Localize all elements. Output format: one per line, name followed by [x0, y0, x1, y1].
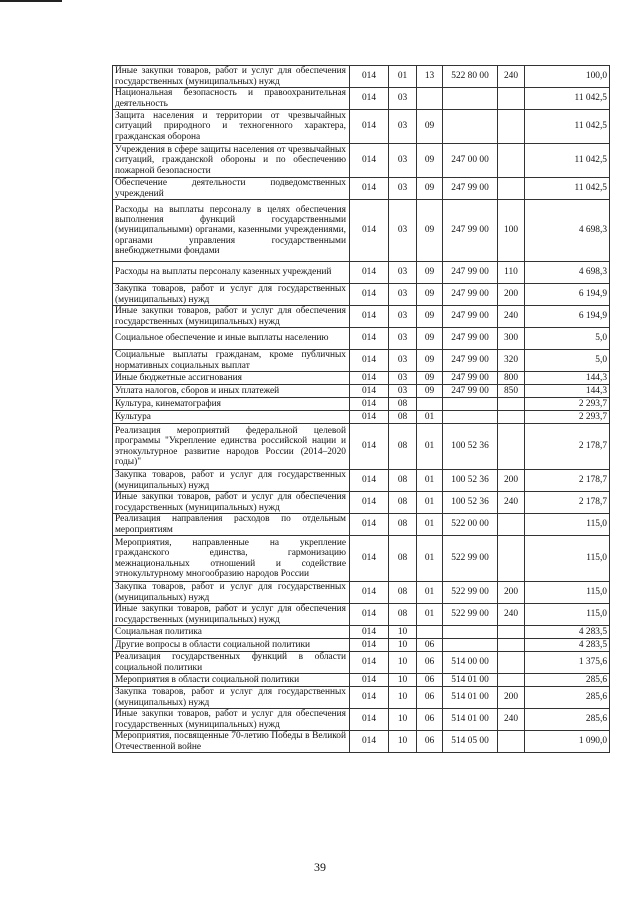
table-row — [113, 424, 610, 470]
cell-target: 522 00 00 — [443, 514, 498, 536]
cell-ministry: 014 — [350, 652, 389, 674]
cell-name: Реализация направления расходов по отдельным мероприятиям — [113, 514, 350, 536]
table-row — [113, 604, 610, 626]
cell-target: 522 80 00 — [443, 66, 498, 88]
cell-name: Иные закупки товаров, работ и услуг для обеспечения государственных (муниципальных) нужд — [113, 709, 350, 731]
cell-expense — [498, 626, 525, 639]
cell-section: 08 — [389, 398, 417, 411]
cell-subsection: 09 — [417, 385, 443, 398]
table-row — [113, 262, 610, 284]
table-row — [113, 639, 610, 652]
cell-expense: 200 — [498, 470, 525, 492]
table-row — [113, 626, 610, 639]
cell-amount: 11 042,5 — [525, 110, 610, 144]
cell-subsection: 01 — [417, 424, 443, 470]
cell-expense — [498, 536, 525, 582]
cell-subsection: 01 — [417, 470, 443, 492]
cell-target: 522 99 00 — [443, 536, 498, 582]
cell-amount: 115,0 — [525, 514, 610, 536]
cell-expense: 850 — [498, 385, 525, 398]
cell-ministry: 014 — [350, 582, 389, 604]
cell-name: Реализация государственных функций в области социальной политики — [113, 652, 350, 674]
cell-subsection: 06 — [417, 709, 443, 731]
cell-expense — [498, 144, 525, 178]
cell-ministry: 014 — [350, 385, 389, 398]
cell-subsection — [417, 626, 443, 639]
cell-subsection: 09 — [417, 200, 443, 262]
cell-amount: 4 698,3 — [525, 200, 610, 262]
cell-ministry: 014 — [350, 626, 389, 639]
cell-target: 247 99 00 — [443, 284, 498, 306]
cell-subsection: 13 — [417, 66, 443, 88]
page-number: 39 — [314, 860, 326, 874]
table-row — [113, 144, 610, 178]
cell-target — [443, 411, 498, 424]
cell-subsection: 01 — [417, 411, 443, 424]
cell-ministry: 014 — [350, 200, 389, 262]
cell-expense — [498, 514, 525, 536]
cell-subsection: 06 — [417, 731, 443, 753]
cell-ministry: 014 — [350, 424, 389, 470]
cell-section: 03 — [389, 144, 417, 178]
cell-expense: 300 — [498, 328, 525, 350]
cell-name: Расходы на выплаты персоналу казенных учреждений — [113, 262, 350, 284]
cell-target: 514 01 00 — [443, 687, 498, 709]
cell-section: 10 — [389, 674, 417, 687]
cell-amount: 115,0 — [525, 536, 610, 582]
cell-name: Мероприятия, посвященные 70-летию Победы в Великой Отечественной войне — [113, 731, 350, 753]
cell-target: 514 05 00 — [443, 731, 498, 753]
table-row — [113, 674, 610, 687]
cell-target: 522 99 00 — [443, 582, 498, 604]
cell-amount: 285,6 — [525, 709, 610, 731]
cell-target: 100 52 36 — [443, 424, 498, 470]
cell-target: 247 99 00 — [443, 262, 498, 284]
cell-expense: 800 — [498, 372, 525, 385]
table-row — [113, 582, 610, 604]
cell-ministry: 014 — [350, 262, 389, 284]
cell-name: Мероприятия в области социальной политики — [113, 674, 350, 687]
cell-amount: 11 042,5 — [525, 178, 610, 200]
table-body — [113, 66, 610, 753]
table-row — [113, 709, 610, 731]
cell-target: 247 99 00 — [443, 200, 498, 262]
cell-expense — [498, 178, 525, 200]
cell-subsection: 09 — [417, 144, 443, 178]
cell-subsection: 01 — [417, 582, 443, 604]
cell-section: 03 — [389, 200, 417, 262]
table-row — [113, 350, 610, 372]
cell-subsection: 01 — [417, 536, 443, 582]
cell-name: Иные бюджетные ассигнования — [113, 372, 350, 385]
cell-name: Расходы на выплаты персоналу в целях обеспечения выполнения функций государственными (муниципальными) органами, казенными учреждениями, органами управления государственными внебюджетными фондами — [113, 200, 350, 262]
cell-name: Культура, кинематография — [113, 398, 350, 411]
cell-amount: 144,3 — [525, 372, 610, 385]
cell-name: Культура — [113, 411, 350, 424]
top-rule — [0, 0, 62, 2]
table-row — [113, 284, 610, 306]
cell-section: 10 — [389, 687, 417, 709]
cell-expense — [498, 398, 525, 411]
table-row — [113, 178, 610, 200]
cell-ministry: 014 — [350, 639, 389, 652]
cell-section: 08 — [389, 424, 417, 470]
cell-name: Иные закупки товаров, работ и услуг для обеспечения государственных (муниципальных) нужд — [113, 604, 350, 626]
cell-amount: 285,6 — [525, 687, 610, 709]
cell-target: 247 00 00 — [443, 144, 498, 178]
cell-name: Социальная политика — [113, 626, 350, 639]
cell-subsection: 09 — [417, 350, 443, 372]
cell-expense — [498, 110, 525, 144]
cell-section: 03 — [389, 328, 417, 350]
table-row — [113, 731, 610, 753]
table-row — [113, 200, 610, 262]
cell-expense — [498, 424, 525, 470]
cell-ministry: 014 — [350, 674, 389, 687]
cell-ministry: 014 — [350, 350, 389, 372]
cell-expense: 200 — [498, 582, 525, 604]
cell-section: 03 — [389, 110, 417, 144]
cell-section: 03 — [389, 372, 417, 385]
cell-name: Иные закупки товаров, работ и услуг для обеспечения государственных (муниципальных) нужд — [113, 306, 350, 328]
cell-amount: 4 283,5 — [525, 626, 610, 639]
cell-expense: 240 — [498, 604, 525, 626]
cell-name: Уплата налогов, сборов и иных платежей — [113, 385, 350, 398]
cell-ministry: 014 — [350, 284, 389, 306]
cell-section: 10 — [389, 731, 417, 753]
cell-section: 03 — [389, 262, 417, 284]
budget-table — [112, 65, 610, 753]
cell-amount: 6 194,9 — [525, 306, 610, 328]
cell-expense: 320 — [498, 350, 525, 372]
cell-section: 03 — [389, 385, 417, 398]
cell-target: 247 99 00 — [443, 385, 498, 398]
cell-amount: 2 293,7 — [525, 398, 610, 411]
cell-expense — [498, 88, 525, 110]
cell-subsection: 09 — [417, 262, 443, 284]
table-row — [113, 492, 610, 514]
cell-name: Закупка товаров, работ и услуг для государственных (муниципальных) нужд — [113, 687, 350, 709]
cell-section: 03 — [389, 88, 417, 110]
cell-ministry: 014 — [350, 687, 389, 709]
table-row — [113, 88, 610, 110]
cell-subsection: 09 — [417, 178, 443, 200]
table-row — [113, 536, 610, 582]
cell-target: 247 99 00 — [443, 350, 498, 372]
table-row — [113, 328, 610, 350]
cell-target — [443, 639, 498, 652]
cell-amount: 11 042,5 — [525, 88, 610, 110]
cell-expense: 240 — [498, 492, 525, 514]
cell-section: 03 — [389, 350, 417, 372]
cell-target: 514 01 00 — [443, 709, 498, 731]
cell-name: Обеспечение деятельности подведомственных учреждений — [113, 178, 350, 200]
cell-ministry: 014 — [350, 178, 389, 200]
cell-subsection: 09 — [417, 110, 443, 144]
cell-section: 08 — [389, 411, 417, 424]
cell-target: 100 52 36 — [443, 492, 498, 514]
cell-subsection: 09 — [417, 284, 443, 306]
table-row — [113, 652, 610, 674]
cell-expense — [498, 652, 525, 674]
cell-ministry: 014 — [350, 411, 389, 424]
cell-section: 03 — [389, 306, 417, 328]
table-row — [113, 385, 610, 398]
cell-name: Учреждения в сфере защиты населения от чрезвычайных ситуаций, гражданской обороны и по обеспечению пожарной безопасности — [113, 144, 350, 178]
cell-subsection: 06 — [417, 652, 443, 674]
cell-name: Закупка товаров, работ и услуг для государственных (муниципальных) нужд — [113, 582, 350, 604]
cell-subsection: 09 — [417, 306, 443, 328]
cell-target: 522 99 00 — [443, 604, 498, 626]
cell-target: 100 52 36 — [443, 470, 498, 492]
table-row — [113, 110, 610, 144]
cell-expense — [498, 731, 525, 753]
table-row — [113, 372, 610, 385]
cell-subsection: 01 — [417, 514, 443, 536]
cell-amount: 11 042,5 — [525, 144, 610, 178]
cell-amount: 4 283,5 — [525, 639, 610, 652]
cell-section: 10 — [389, 626, 417, 639]
table-row — [113, 514, 610, 536]
cell-name: Социальное обеспечение и иные выплаты населению — [113, 328, 350, 350]
cell-expense — [498, 639, 525, 652]
cell-subsection: 09 — [417, 372, 443, 385]
cell-ministry: 014 — [350, 144, 389, 178]
table-row — [113, 398, 610, 411]
cell-expense: 200 — [498, 284, 525, 306]
cell-amount: 4 698,3 — [525, 262, 610, 284]
cell-name: Социальные выплаты гражданам, кроме публичных нормативных социальных выплат — [113, 350, 350, 372]
cell-amount: 1 090,0 — [525, 731, 610, 753]
cell-section: 08 — [389, 536, 417, 582]
cell-expense — [498, 411, 525, 424]
cell-target: 514 00 00 — [443, 652, 498, 674]
cell-section: 01 — [389, 66, 417, 88]
cell-ministry: 014 — [350, 88, 389, 110]
cell-amount: 115,0 — [525, 604, 610, 626]
cell-ministry: 014 — [350, 492, 389, 514]
cell-amount: 115,0 — [525, 582, 610, 604]
cell-expense — [498, 674, 525, 687]
cell-amount: 5,0 — [525, 350, 610, 372]
cell-amount: 1 375,6 — [525, 652, 610, 674]
cell-target: 247 99 00 — [443, 372, 498, 385]
cell-name: Мероприятия, направленные на укрепление гражданского единства, гармонизацию межнациональных отношений и содействие этнокультурному многообразию народов России — [113, 536, 350, 582]
cell-amount: 100,0 — [525, 66, 610, 88]
cell-amount: 2 178,7 — [525, 470, 610, 492]
cell-amount: 144,3 — [525, 385, 610, 398]
cell-section: 08 — [389, 492, 417, 514]
cell-target: 247 99 00 — [443, 178, 498, 200]
cell-ministry: 014 — [350, 306, 389, 328]
cell-amount: 5,0 — [525, 328, 610, 350]
cell-section: 08 — [389, 514, 417, 536]
cell-subsection: 06 — [417, 639, 443, 652]
cell-ministry: 014 — [350, 514, 389, 536]
cell-name: Реализация мероприятий федеральной целевой программы "Укрепление единства российской нации и этнокультурное развитие народов России (2014–2020 годы)" — [113, 424, 350, 470]
cell-name: Другие вопросы в области социальной политики — [113, 639, 350, 652]
cell-amount: 285,6 — [525, 674, 610, 687]
cell-ministry: 014 — [350, 328, 389, 350]
cell-target — [443, 398, 498, 411]
table-row — [113, 66, 610, 88]
cell-ministry: 014 — [350, 398, 389, 411]
cell-subsection: 09 — [417, 328, 443, 350]
cell-section: 10 — [389, 652, 417, 674]
cell-section: 08 — [389, 604, 417, 626]
cell-amount: 2 178,7 — [525, 424, 610, 470]
cell-ministry: 014 — [350, 709, 389, 731]
cell-section: 08 — [389, 582, 417, 604]
cell-name: Защита населения и территории от чрезвычайных ситуаций природного и техногенного характера, гражданская оборона — [113, 110, 350, 144]
cell-section: 03 — [389, 178, 417, 200]
cell-section: 10 — [389, 639, 417, 652]
cell-expense: 200 — [498, 687, 525, 709]
table-row — [113, 411, 610, 424]
cell-section: 10 — [389, 709, 417, 731]
table-row — [113, 470, 610, 492]
cell-amount: 6 194,9 — [525, 284, 610, 306]
cell-name: Национальная безопасность и правоохранительная деятельность — [113, 88, 350, 110]
cell-name: Закупка товаров, работ и услуг для государственных (муниципальных) нужд — [113, 470, 350, 492]
cell-amount: 2 178,7 — [525, 492, 610, 514]
cell-ministry: 014 — [350, 110, 389, 144]
cell-ministry: 014 — [350, 536, 389, 582]
cell-expense: 240 — [498, 306, 525, 328]
cell-name: Иные закупки товаров, работ и услуг для обеспечения государственных (муниципальных) нужд — [113, 66, 350, 88]
cell-name: Закупка товаров, работ и услуг для государственных (муниципальных) нужд — [113, 284, 350, 306]
cell-ministry: 014 — [350, 470, 389, 492]
cell-target — [443, 626, 498, 639]
cell-target: 247 99 00 — [443, 306, 498, 328]
cell-name: Иные закупки товаров, работ и услуг для обеспечения государственных (муниципальных) нужд — [113, 492, 350, 514]
cell-ministry: 014 — [350, 66, 389, 88]
cell-subsection: 01 — [417, 604, 443, 626]
cell-section: 08 — [389, 470, 417, 492]
cell-amount: 2 293,7 — [525, 411, 610, 424]
cell-section: 03 — [389, 284, 417, 306]
cell-expense: 240 — [498, 709, 525, 731]
cell-expense: 100 — [498, 200, 525, 262]
cell-subsection: 06 — [417, 687, 443, 709]
table-row — [113, 687, 610, 709]
cell-expense: 110 — [498, 262, 525, 284]
table-row — [113, 306, 610, 328]
cell-target — [443, 110, 498, 144]
cell-ministry: 014 — [350, 731, 389, 753]
cell-subsection: 06 — [417, 674, 443, 687]
cell-subsection — [417, 398, 443, 411]
cell-ministry: 014 — [350, 604, 389, 626]
cell-subsection: 01 — [417, 492, 443, 514]
cell-target: 247 99 00 — [443, 328, 498, 350]
cell-ministry: 014 — [350, 372, 389, 385]
cell-subsection — [417, 88, 443, 110]
cell-target: 514 01 00 — [443, 674, 498, 687]
cell-target — [443, 88, 498, 110]
cell-expense: 240 — [498, 66, 525, 88]
